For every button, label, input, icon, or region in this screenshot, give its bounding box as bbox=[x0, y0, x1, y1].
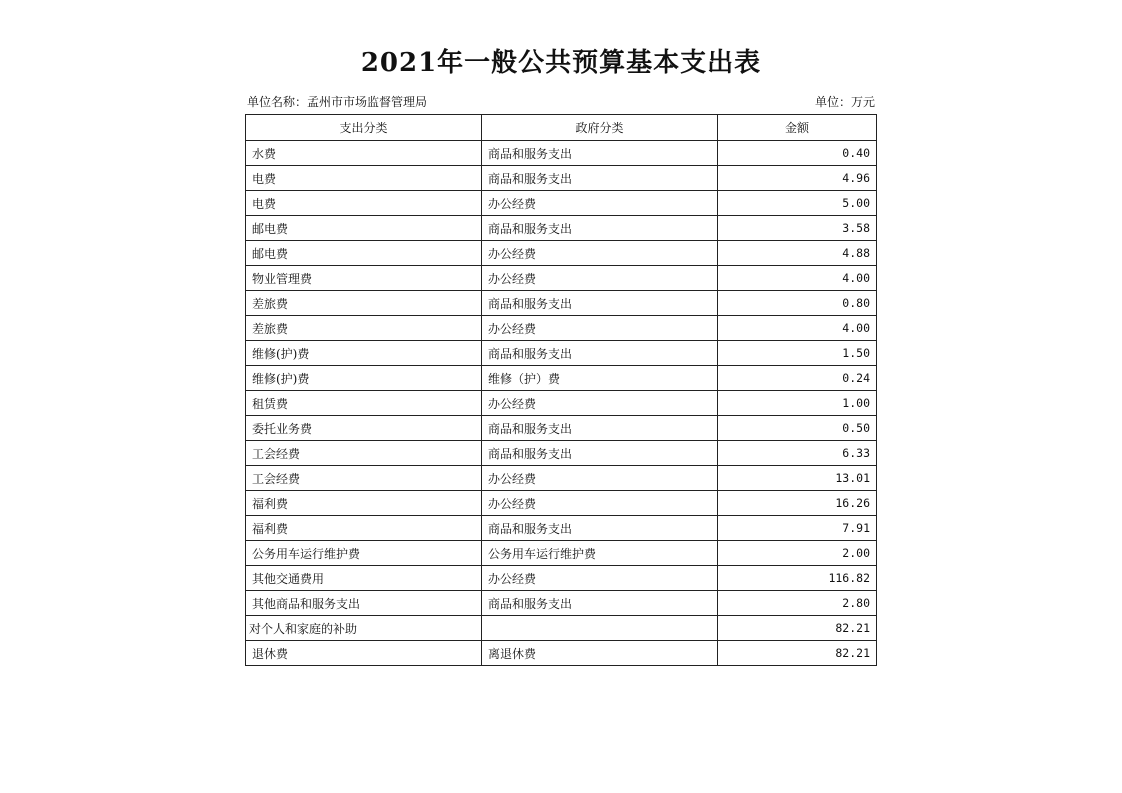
amount-cell: 7.91 bbox=[718, 516, 877, 541]
amount-cell: 13.01 bbox=[718, 466, 877, 491]
expense-category-cell: 差旅费 bbox=[246, 291, 482, 316]
gov-classification-cell: 商品和服务支出 bbox=[482, 216, 718, 241]
amount-cell: 1.50 bbox=[718, 341, 877, 366]
amount-cell: 0.50 bbox=[718, 416, 877, 441]
expense-category-cell: 退休费 bbox=[246, 641, 482, 666]
gov-classification-cell: 办公经费 bbox=[482, 241, 718, 266]
table-row bbox=[246, 391, 877, 416]
table-row bbox=[246, 591, 877, 616]
gov-classification-cell: 办公经费 bbox=[482, 566, 718, 591]
table-row bbox=[246, 516, 877, 541]
table-row-subtotal bbox=[246, 616, 877, 641]
gov-classification-cell: 商品和服务支出 bbox=[482, 291, 718, 316]
amount-cell: 1.00 bbox=[718, 391, 877, 416]
expense-category-cell: 邮电费 bbox=[246, 216, 482, 241]
table-row bbox=[246, 491, 877, 516]
amount-cell: 0.40 bbox=[718, 141, 877, 166]
expense-category-cell: 差旅费 bbox=[246, 316, 482, 341]
expense-category-cell: 其他交通费用 bbox=[246, 566, 482, 591]
amount-cell: 0.24 bbox=[718, 366, 877, 391]
table-row bbox=[246, 216, 877, 241]
gov-classification-cell: 维修（护）费 bbox=[482, 366, 718, 391]
expense-category-cell: 其他商品和服务支出 bbox=[246, 591, 482, 616]
table-row bbox=[246, 366, 877, 391]
gov-classification-cell: 商品和服务支出 bbox=[482, 516, 718, 541]
meta-row bbox=[247, 93, 875, 111]
header-expense-category: 支出分类 bbox=[246, 115, 482, 141]
amount-cell: 116.82 bbox=[718, 566, 877, 591]
table-row bbox=[246, 266, 877, 291]
amount-cell: 4.00 bbox=[718, 266, 877, 291]
amount-cell: 3.58 bbox=[718, 216, 877, 241]
expense-category-cell: 对个人和家庭的补助 bbox=[246, 616, 482, 641]
gov-classification-cell: 商品和服务支出 bbox=[482, 141, 718, 166]
amount-cell: 2.00 bbox=[718, 541, 877, 566]
gov-classification-cell: 商品和服务支出 bbox=[482, 441, 718, 466]
table-row bbox=[246, 316, 877, 341]
table-row bbox=[246, 441, 877, 466]
amount-cell: 4.88 bbox=[718, 241, 877, 266]
table-row bbox=[246, 466, 877, 491]
table-row bbox=[246, 191, 877, 216]
gov-classification-cell: 办公经费 bbox=[482, 491, 718, 516]
table-row bbox=[246, 566, 877, 591]
expense-category-cell: 委托业务费 bbox=[246, 416, 482, 441]
gov-classification-cell: 办公经费 bbox=[482, 466, 718, 491]
amount-cell: 4.00 bbox=[718, 316, 877, 341]
header-amount: 金额 bbox=[718, 115, 877, 141]
gov-classification-cell: 商品和服务支出 bbox=[482, 166, 718, 191]
table-row bbox=[246, 341, 877, 366]
table-row bbox=[246, 416, 877, 441]
gov-classification-cell: 商品和服务支出 bbox=[482, 591, 718, 616]
amount-cell: 5.00 bbox=[718, 191, 877, 216]
unit-name-label: 单位名称：孟州市市场监督管理局 bbox=[247, 95, 428, 109]
table-row bbox=[246, 291, 877, 316]
gov-classification-cell: 公务用车运行维护费 bbox=[482, 541, 718, 566]
gov-classification-cell: 办公经费 bbox=[482, 391, 718, 416]
table-header-row bbox=[246, 115, 877, 141]
budget-table bbox=[245, 114, 877, 666]
expense-category-cell: 电费 bbox=[246, 191, 482, 216]
amount-cell: 0.80 bbox=[718, 291, 877, 316]
gov-classification-cell: 办公经费 bbox=[482, 266, 718, 291]
expense-category-cell: 公务用车运行维护费 bbox=[246, 541, 482, 566]
unit-label: 单位：万元 bbox=[814, 95, 875, 109]
gov-classification-cell bbox=[482, 616, 718, 641]
expense-category-cell: 维修(护)费 bbox=[246, 366, 482, 391]
gov-classification-cell: 办公经费 bbox=[482, 191, 718, 216]
amount-cell: 82.21 bbox=[718, 641, 877, 666]
header-gov-classification: 政府分类 bbox=[482, 115, 718, 141]
table-row bbox=[246, 141, 877, 166]
amount-cell: 16.26 bbox=[718, 491, 877, 516]
page-title: 2021年一般公共预算基本支出表 bbox=[360, 48, 762, 78]
gov-classification-cell: 离退休费 bbox=[482, 641, 718, 666]
amount-cell: 4.96 bbox=[718, 166, 877, 191]
amount-cell: 2.80 bbox=[718, 591, 877, 616]
table-row bbox=[246, 166, 877, 191]
expense-category-cell: 租赁费 bbox=[246, 391, 482, 416]
expense-category-cell: 邮电费 bbox=[246, 241, 482, 266]
amount-cell: 82.21 bbox=[718, 616, 877, 641]
table-row bbox=[246, 241, 877, 266]
amount-cell: 6.33 bbox=[718, 441, 877, 466]
expense-category-cell: 福利费 bbox=[246, 516, 482, 541]
expense-category-cell: 物业管理费 bbox=[246, 266, 482, 291]
expense-category-cell: 工会经费 bbox=[246, 441, 482, 466]
expense-category-cell: 福利费 bbox=[246, 491, 482, 516]
expense-category-cell: 工会经费 bbox=[246, 466, 482, 491]
expense-category-cell: 电费 bbox=[246, 166, 482, 191]
gov-classification-cell: 办公经费 bbox=[482, 316, 718, 341]
expense-category-cell: 水费 bbox=[246, 141, 482, 166]
expense-category-cell: 维修(护)费 bbox=[246, 341, 482, 366]
gov-classification-cell: 商品和服务支出 bbox=[482, 416, 718, 441]
table-row bbox=[246, 541, 877, 566]
table-row bbox=[246, 641, 877, 666]
gov-classification-cell: 商品和服务支出 bbox=[482, 341, 718, 366]
